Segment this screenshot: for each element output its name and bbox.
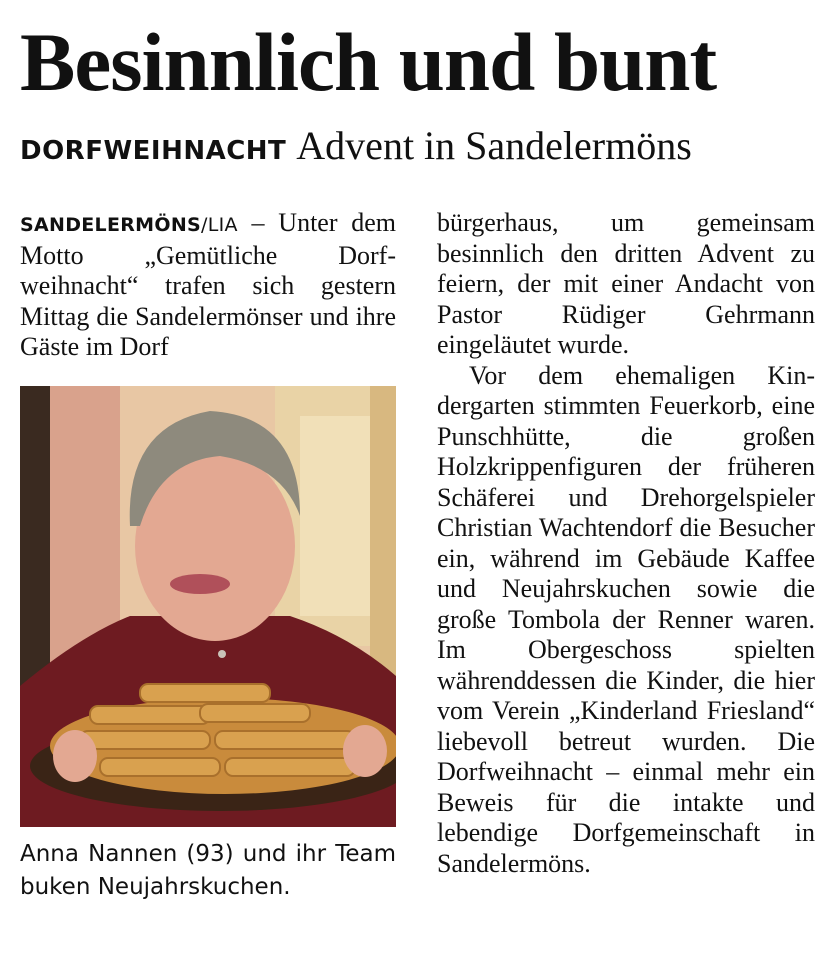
article-column-left	[20, 208, 396, 363]
subtitle: Advent in Sandelermöns	[296, 123, 692, 168]
article-paragraph: Vor dem ehemaligen Kindergarten stimmten Feuerkorb, eine Punschhütte, die großen Holzkrippenfiguren der früheren Schäferei und Drehorgelspieler Christian Wachtendorf die Besucher ein, während im Gebäude Kaffee und Neujahrskuchen sowie die große Tombola der Renner waren. Im Obergeschoss spielten währenddessen die Kinder, die hier vom Verein „Kinderland Friesland“ liebevoll betreut wurden. Die Dorfweihnacht – einmal mehr ein Beweis für die intakte und lebendige Dorfgemeinschaft in Sandelermöns.	[437, 360, 815, 878]
article-photo	[20, 386, 396, 827]
photo-caption: Anna Nannen (93) und ihr Team buken Neujahrskuchen.	[20, 841, 396, 900]
headline: Besinnlich und bunt	[20, 16, 717, 108]
dateline-place: SANDELERMÖNS	[20, 214, 202, 236]
article-text-start: – Unter dem Motto „Gemütliche Dorfweihnacht“ trafen sich gestern Mittag die Sandelermönser und ihre Gäste im Dorf	[20, 208, 396, 361]
photo-illustration	[20, 386, 396, 827]
kicker: DORFWEIHNACHT	[20, 136, 287, 166]
article-column-right	[437, 208, 815, 879]
dateline-author: /LIA	[201, 214, 238, 236]
subheadline	[20, 122, 820, 166]
article-paragraph: bürgerhaus, um gemeinsam besinnlich den dritten Advent zu feiern, der mit einer Andacht von Pastor Rüdiger Gehrmann eingeläutet wurde.	[437, 208, 815, 359]
dateline	[20, 214, 238, 236]
